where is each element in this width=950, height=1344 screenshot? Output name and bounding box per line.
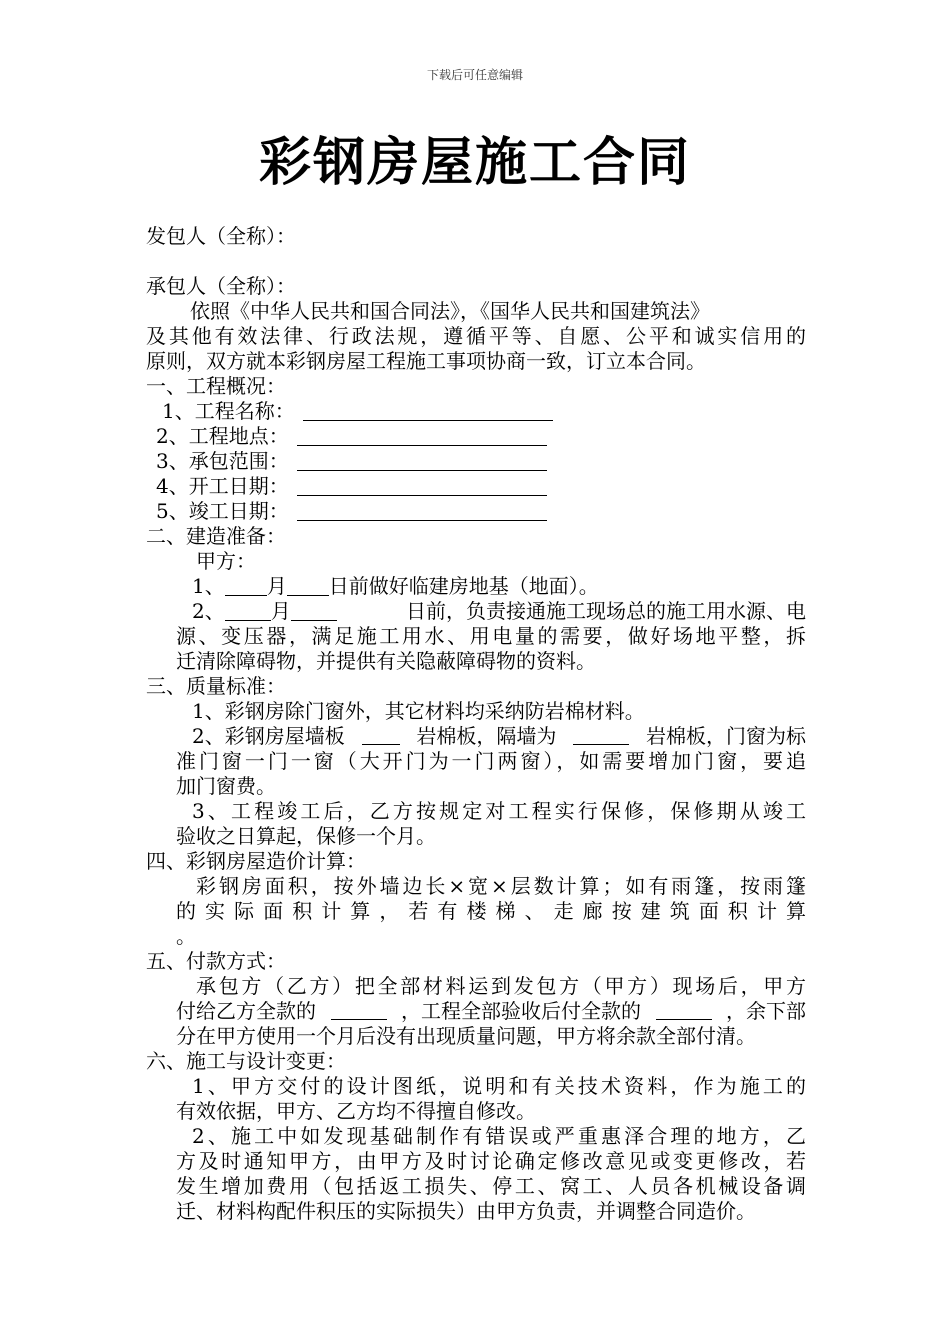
contract-scope-field: 3、承包范围：: [156, 449, 547, 474]
price-line-1: 彩钢房面积，按外墙边长×宽×层数计算；如有雨篷，按雨篷: [196, 874, 806, 898]
party-a-label: 甲方：: [196, 549, 256, 573]
contractor-line: 承包人（全称）：: [146, 274, 296, 298]
prep-item-2-line-3: 迁清除障碍物，并提供有关隐蔽障碍物的资料。: [176, 649, 596, 673]
blank-line: [656, 999, 712, 1020]
blank-line: [297, 425, 547, 446]
change-item-1-line-2: 有效依据，甲方、乙方均不得擅自修改。: [176, 1099, 536, 1123]
project-location-field: 2、工程地点：: [156, 424, 547, 449]
change-item-1-line-1: 1、甲方交付的设计图纸，说明和有关技术资料，作为施工的: [192, 1074, 806, 1098]
project-name-field: 1、工程名称：: [162, 399, 553, 424]
change-item-2-line-4: 迁、材料构配件积压的实际损失）由甲方负责，并调整合同造价。: [176, 1199, 756, 1223]
quality-item-2-line-3: 加门窗费。: [176, 774, 276, 798]
blank-line: [297, 475, 547, 496]
page-header: 下载后可任意编辑: [426, 68, 523, 82]
blank-line: [573, 724, 629, 745]
price-line-2: 的实际面积计算，若有楼梯、走廊按建筑面积计算: [176, 899, 806, 923]
section-2-heading: 二、建造准备：: [146, 524, 286, 548]
quality-item-3-line-2: 验收之日算起，保修一个月。: [176, 824, 436, 848]
document-title: 彩钢房屋施工合同: [258, 132, 691, 193]
change-item-2-line-3: 发生增加费用（包括返工损失、停工、窝工、人员各机械设备调: [176, 1174, 806, 1198]
blank-line: [331, 999, 387, 1020]
prep-item-1: 1、 月 日前做好临建房地基（地面）。: [192, 574, 599, 598]
section-5-heading: 五、付款方式：: [146, 949, 286, 973]
section-3-heading: 三、质量标准：: [146, 674, 286, 698]
blank-line: [297, 500, 547, 521]
blank-line: [225, 575, 267, 596]
preamble-line-3: 原则，双方就本彩钢房屋工程施工事项协商一致，订立本合同。: [146, 349, 706, 373]
payment-line-1: 承包方（乙方）把全部材料运到发包方（甲方）现场后，甲方: [196, 974, 806, 998]
change-item-2-line-2: 方及时通知甲方，由甲方及时讨论确定修改意见或变更修改，若: [176, 1149, 806, 1173]
prep-item-2-line-1: 2、 月 日前，负责接通施工现场总的施工用水源、电: [192, 599, 806, 623]
preamble-line-2: 及其他有效法律、行政法规，遵循平等、自愿、公平和诚实信用的: [146, 324, 806, 348]
prep-item-2-line-2: 源、变压器，满足施工用水、用电量的需要，做好场地平整，拆: [176, 624, 806, 648]
blank-line: [225, 600, 271, 621]
blank-line: [291, 600, 337, 621]
quality-item-1: 1、彩钢房除门窗外，其它材料均采纳防岩棉材料。: [192, 699, 645, 723]
blank-line: [297, 450, 547, 471]
change-item-2-line-1: 2、施工中如发现基础制作有错误或严重惠泽合理的地方，乙: [192, 1124, 806, 1148]
blank-line: [303, 400, 553, 421]
employer-line: 发包人（全称）：: [146, 224, 296, 248]
quality-item-2-line-2: 准门窗一门一窗（大开门为一门两窗），如需要增加门窗，要追: [176, 749, 806, 773]
quality-item-3-line-1: 3、工程竣工后，乙方按规定对工程实行保修，保修期从竣工: [192, 799, 806, 823]
completion-date-field: 5、竣工日期：: [156, 499, 547, 524]
payment-line-3: 分在甲方使用一个月后没有出现质量问题，甲方将余款全部付清。: [176, 1024, 756, 1048]
payment-line-2: 付给乙方全款的 ，工程全部验收后付全款的 ，余下部: [176, 999, 806, 1023]
blank-line: [287, 575, 329, 596]
section-4-heading: 四、彩钢房屋造价计算：: [146, 849, 366, 873]
section-1-heading: 一、工程概况：: [146, 374, 286, 398]
price-line-3: 。: [176, 924, 196, 948]
section-6-heading: 六、施工与设计变更：: [146, 1049, 346, 1073]
quality-item-2-line-1: 2、彩钢房屋墙板 岩棉板，隔墙为 岩棉板，门窗为标: [192, 724, 806, 748]
preamble-line-1: 依照《中华人民共和国合同法》，《国华人民共和国建筑法》: [190, 299, 710, 323]
blank-line: [362, 724, 400, 745]
start-date-field: 4、开工日期：: [156, 474, 547, 499]
